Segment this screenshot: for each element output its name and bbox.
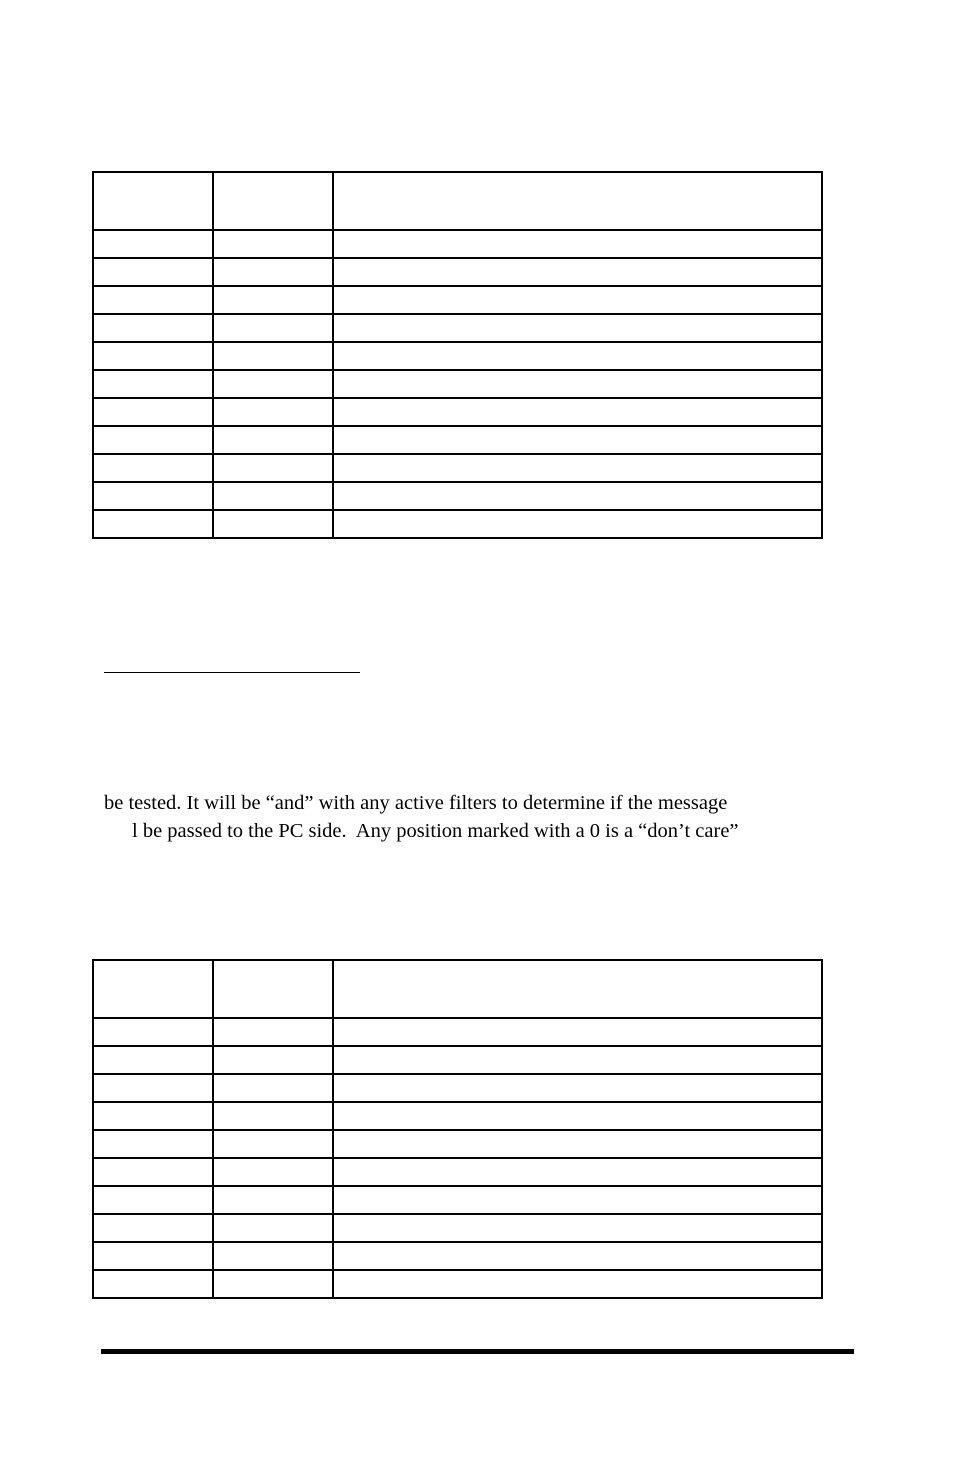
table-cell <box>93 314 213 342</box>
table-row <box>93 1158 822 1186</box>
table-cell <box>333 510 822 538</box>
table-cell <box>333 258 822 286</box>
table-cell <box>333 1158 822 1186</box>
table-row <box>93 1270 822 1298</box>
table-header-cell <box>213 960 333 1018</box>
table-header-cell <box>93 172 213 230</box>
section-heading-underline <box>104 672 360 673</box>
table-header-cell <box>213 172 333 230</box>
table-cell <box>213 1186 333 1214</box>
table-row <box>93 1214 822 1242</box>
table-header-cell <box>333 172 822 230</box>
table-row <box>93 230 822 258</box>
table-cell <box>333 1018 822 1046</box>
table-row <box>93 1018 822 1046</box>
table-header-cell <box>93 960 213 1018</box>
table-cell <box>213 314 333 342</box>
table-row <box>93 342 822 370</box>
table-cell <box>213 1046 333 1074</box>
table-cell <box>93 1130 213 1158</box>
table-cell <box>213 1018 333 1046</box>
table-row <box>93 286 822 314</box>
table-cell <box>93 1242 213 1270</box>
table-cell <box>213 1158 333 1186</box>
table-cell <box>213 510 333 538</box>
table-cell <box>333 1074 822 1102</box>
table-cell <box>333 426 822 454</box>
table-row <box>93 454 822 482</box>
table-cell <box>93 286 213 314</box>
table-header-row <box>93 172 822 230</box>
table-cell <box>213 426 333 454</box>
bit-table-lower <box>92 959 823 1299</box>
table-row <box>93 482 822 510</box>
table-cell <box>213 454 333 482</box>
table-cell <box>93 454 213 482</box>
table-cell <box>213 398 333 426</box>
table-cell <box>213 286 333 314</box>
table-row <box>93 314 822 342</box>
table-header-cell <box>333 960 822 1018</box>
table-cell <box>93 398 213 426</box>
table-cell <box>333 1046 822 1074</box>
table-row <box>93 1130 822 1158</box>
table-header-row <box>93 960 822 1018</box>
table-row <box>93 426 822 454</box>
table-cell <box>333 482 822 510</box>
table-cell <box>333 398 822 426</box>
table-cell <box>333 1242 822 1270</box>
table-cell <box>93 230 213 258</box>
table-cell <box>333 454 822 482</box>
table-cell <box>213 258 333 286</box>
table-cell <box>93 370 213 398</box>
table-cell <box>213 1242 333 1270</box>
table-cell <box>333 1270 822 1298</box>
table-row <box>93 370 822 398</box>
table-cell <box>93 426 213 454</box>
table-cell <box>93 510 213 538</box>
table-cell <box>93 1102 213 1130</box>
table-row <box>93 1074 822 1102</box>
table-cell <box>333 230 822 258</box>
table-cell <box>93 258 213 286</box>
bit-table-upper <box>92 171 823 539</box>
table-cell <box>213 1270 333 1298</box>
table-cell <box>333 286 822 314</box>
footer-rule <box>101 1349 854 1354</box>
table-row <box>93 1102 822 1130</box>
table-cell <box>213 1130 333 1158</box>
table-cell <box>93 1186 213 1214</box>
table-cell <box>213 1074 333 1102</box>
table-cell <box>93 1046 213 1074</box>
table-cell <box>213 1214 333 1242</box>
table-cell <box>93 1158 213 1186</box>
table-cell <box>213 1102 333 1130</box>
table-cell <box>93 342 213 370</box>
table-cell <box>333 1186 822 1214</box>
table-cell <box>213 370 333 398</box>
table-cell <box>333 370 822 398</box>
table-cell <box>213 230 333 258</box>
table-cell <box>333 1214 822 1242</box>
table-row <box>93 1186 822 1214</box>
table-row <box>93 258 822 286</box>
table-row <box>93 510 822 538</box>
table-cell <box>213 482 333 510</box>
bit-table-lower-body <box>93 960 822 1298</box>
bit-table-upper-body <box>93 172 822 538</box>
table-row <box>93 1046 822 1074</box>
table-cell <box>93 482 213 510</box>
table-cell <box>93 1270 213 1298</box>
table-cell <box>333 1102 822 1130</box>
table-row <box>93 398 822 426</box>
paragraph-line-2: l be passed to the PC side. Any position marked with a 0 is a “don’t care” <box>132 820 739 842</box>
table-cell <box>333 342 822 370</box>
table-cell <box>93 1214 213 1242</box>
table-cell <box>333 1130 822 1158</box>
table-cell <box>213 342 333 370</box>
paragraph-line-1: be tested. It will be “and” with any active filters to determine if the message <box>104 792 728 814</box>
table-cell <box>333 314 822 342</box>
table-cell <box>93 1074 213 1102</box>
table-cell <box>93 1018 213 1046</box>
table-row <box>93 1242 822 1270</box>
